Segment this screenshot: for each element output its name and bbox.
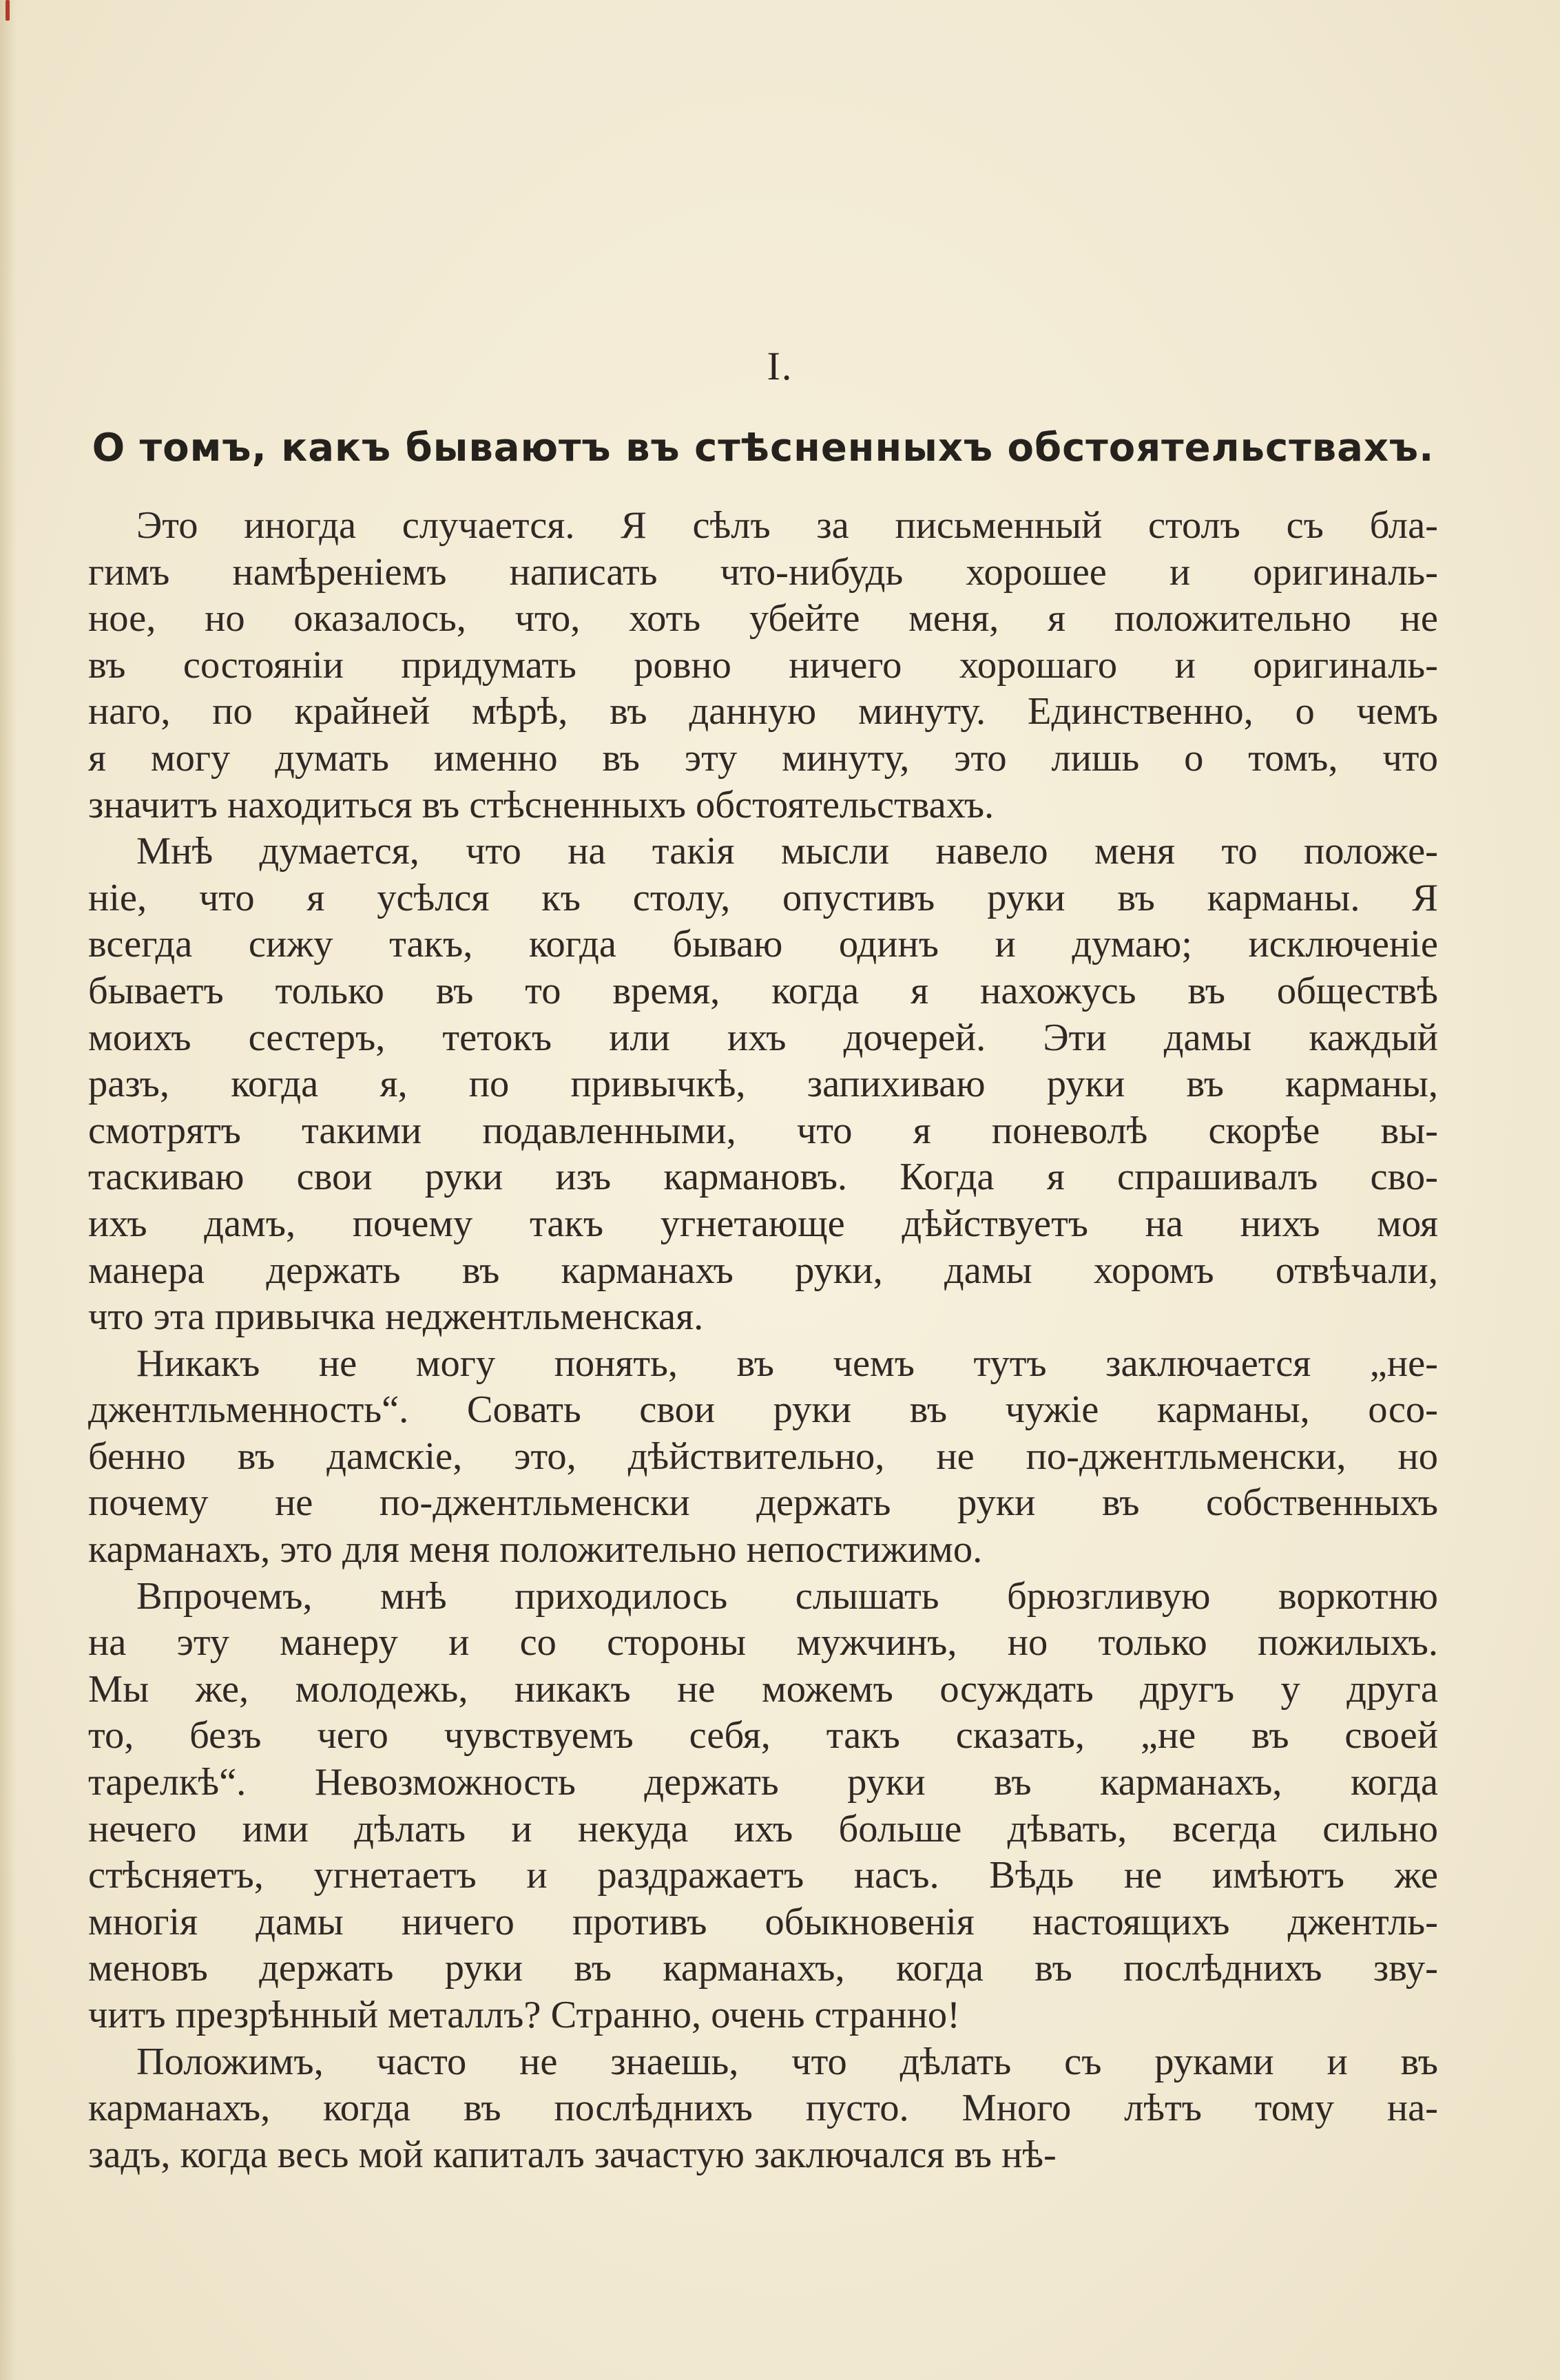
text-line: ихъ дамъ, почему такъ угнетающе дѣйствуетъ на нихъ моя — [88, 1202, 1438, 1245]
text-line: манера держать въ карманахъ руки, дамы хоромъ отвѣчали, — [88, 1249, 1438, 1292]
text-line: Никакъ не могу понять, въ чемъ тутъ заключается „не- — [136, 1342, 1438, 1385]
text-line: разъ, когда я, по привычкѣ, запихиваю руки въ карманы, — [88, 1063, 1438, 1106]
text-line: что эта привычка неджентльменская. — [88, 1295, 704, 1339]
paragraph — [88, 1341, 1438, 1574]
chapter-title: О томъ, какъ бываютъ въ стѣсненныхъ обстоятельствахъ. — [92, 426, 1435, 470]
chapter-number: I. — [767, 344, 793, 388]
text-line: въ состояніи придумать ровно ничего хорошаго и оригиналь- — [88, 643, 1438, 687]
text-line: значитъ находиться въ стѣсненныхъ обстоятельствахъ. — [88, 783, 995, 826]
text-line: бываетъ только въ то время, когда я нахожусь въ обществѣ — [88, 969, 1438, 1012]
text-line: задъ, когда весь мой капиталъ зачастую заключался въ нѣ- — [88, 2133, 1057, 2176]
text-line: таскиваю свои руки изъ кармановъ. Когда я спрашивалъ сво- — [88, 1156, 1438, 1199]
red-corner-mark — [6, 0, 10, 21]
text-line: многія дамы ничего противъ обыкновенія настоящихъ джентль- — [88, 1900, 1438, 1943]
text-line: карманахъ, это для меня положительно непостижимо. — [88, 1528, 983, 1572]
text-line: ніе, что я усѣлся къ столу, опустивъ руки въ карманы. Я — [88, 876, 1438, 919]
paragraph — [88, 2039, 1438, 2179]
paragraph — [88, 1574, 1438, 2039]
text-line: на эту манеру и со стороны мужчинъ, но только пожилыхъ. — [88, 1621, 1438, 1664]
body-text — [88, 503, 1438, 2178]
text-line: Мы же, молодежь, никакъ не можемъ осуждать другъ у друга — [88, 1667, 1438, 1711]
text-line: почему не по-джентльменски держать руки въ собственныхъ — [88, 1481, 1438, 1525]
text-line: я могу думать именно въ эту минуту, это лишь о томъ, что — [88, 736, 1438, 780]
text-line: Мнѣ думается, что на такія мысли навело меня то положе- — [136, 830, 1438, 873]
text-line: меновъ держать руки въ карманахъ, когда въ послѣднихъ зву- — [88, 1947, 1438, 1990]
text-line: джентльменность“. Совать свои руки въ чужіе карманы, осо- — [88, 1388, 1438, 1432]
text-line: бенно въ дамскіе, это, дѣйствительно, не по-джентльменски, но — [88, 1434, 1438, 1478]
text-line: Впрочемъ, мнѣ приходилось слышать брюзгливую воркотню — [136, 1574, 1438, 1618]
text-line: наго, по крайней мѣрѣ, въ данную минуту. Единственно, о чемъ — [88, 690, 1438, 733]
text-line: всегда сижу такъ, когда бываю одинъ и думаю; исключеніе — [88, 923, 1438, 966]
text-line: смотрятъ такими подавленными, что я поневолѣ скорѣе вы- — [88, 1109, 1438, 1152]
text-line: стѣсняетъ, угнетаетъ и раздражаетъ насъ. Вѣдь не имѣютъ же — [88, 1854, 1438, 1897]
paragraph — [88, 828, 1438, 1341]
text-line: ное, но оказалось, что, хоть убейте меня, я положительно не — [88, 597, 1438, 640]
text-line: Положимъ, часто не знаешь, что дѣлать съ руками и въ — [136, 2040, 1438, 2083]
text-line: тарелкѣ“. Невозможность держать руки въ карманахъ, когда — [88, 1761, 1438, 1804]
text-line: моихъ сестеръ, тетокъ или ихъ дочерей. Эти дамы каждый — [88, 1016, 1438, 1059]
paragraph — [88, 503, 1438, 828]
text-line: то, безъ чего чувствуемъ себя, такъ сказать, „не въ своей — [88, 1714, 1438, 1757]
text-line: карманахъ, когда въ послѣднихъ пусто. Много лѣтъ тому на- — [88, 2087, 1438, 2130]
text-line: Это иногда случается. Я сѣлъ за письменный столъ съ бла- — [136, 504, 1438, 547]
text-line: гимъ намѣреніемъ написать что-нибудь хорошее и оригиналь- — [88, 550, 1438, 594]
text-line: читъ презрѣнный металлъ? Странно, очень странно! — [88, 1994, 960, 2036]
text-line: нечего ими дѣлать и некуда ихъ больше дѣвать, всегда сильно — [88, 1807, 1438, 1850]
